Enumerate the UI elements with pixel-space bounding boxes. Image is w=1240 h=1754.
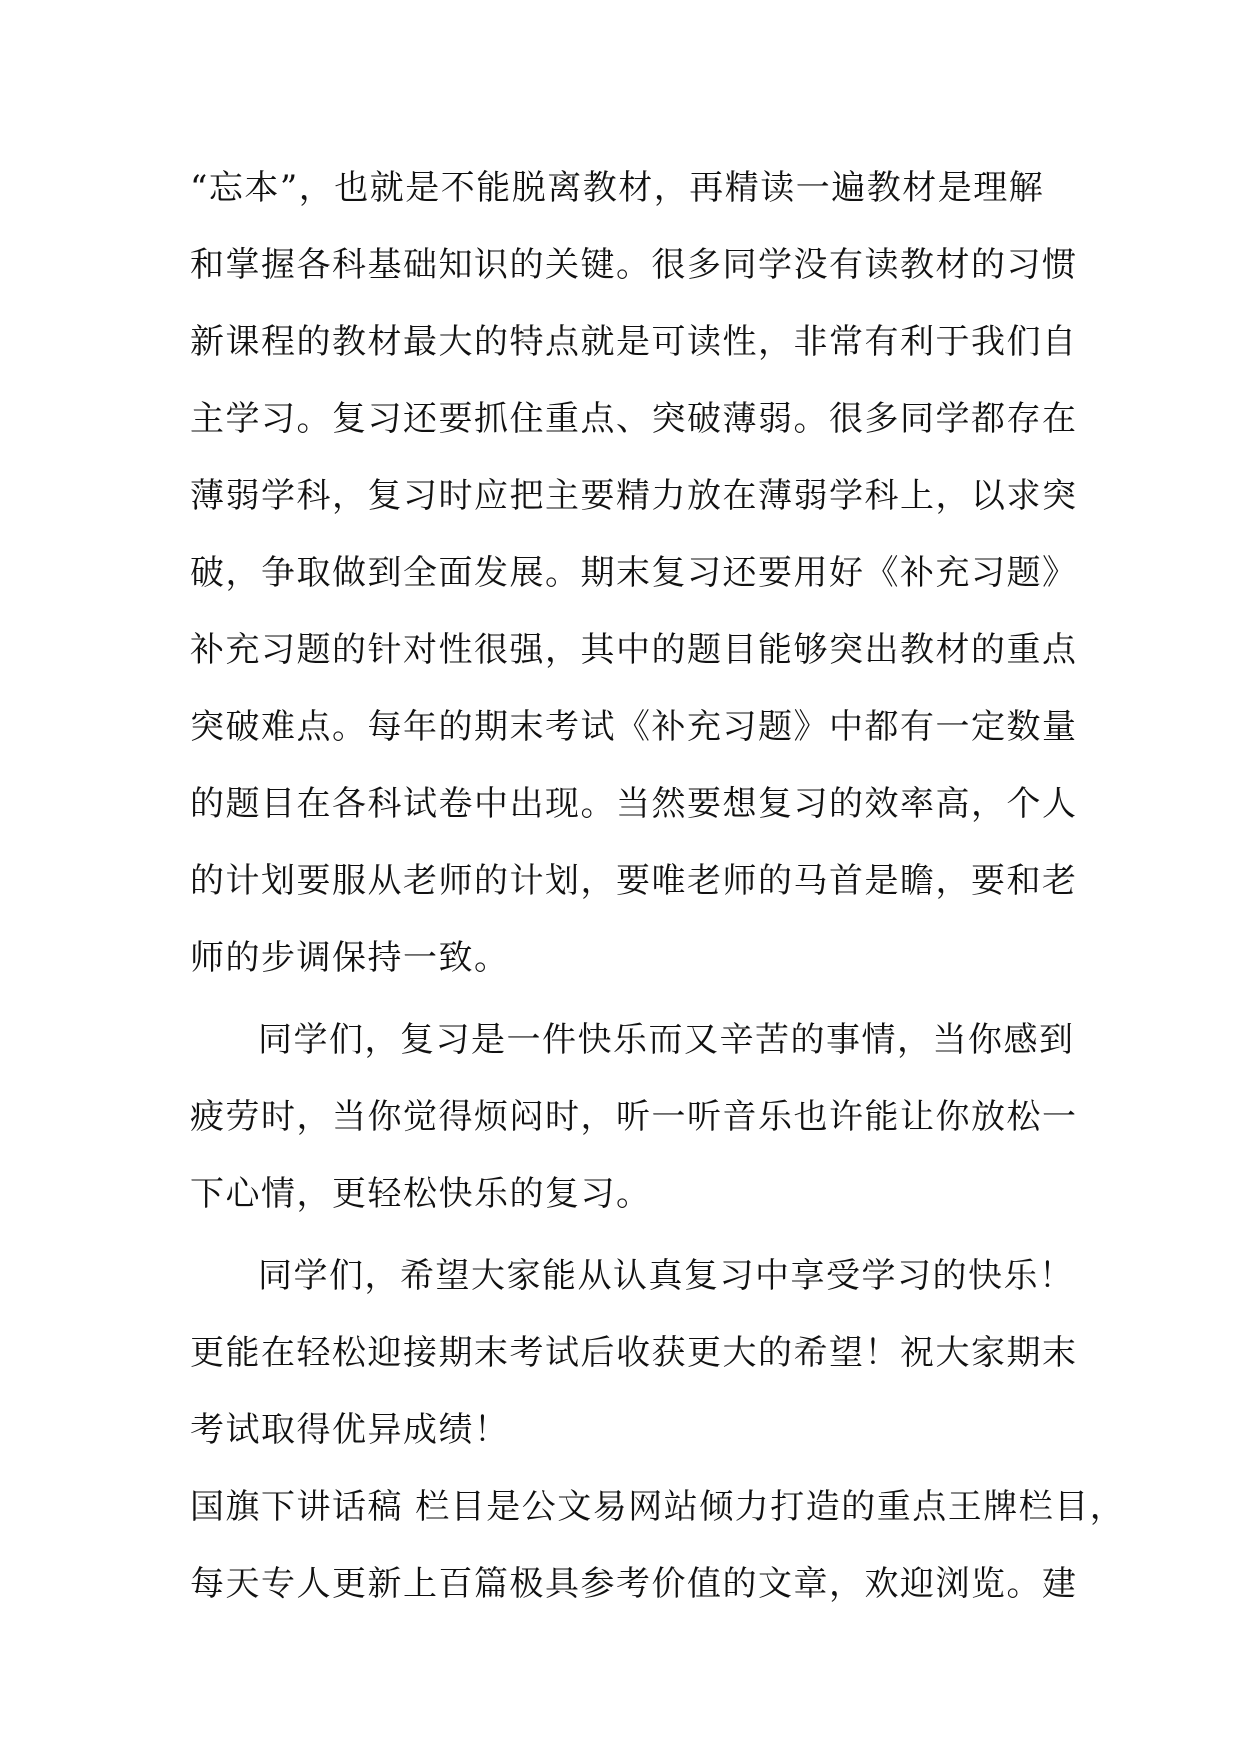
text-line-3: 新课程的教材最大的特点就是可读性，非常有利于我们自 — [190, 322, 1078, 362]
text-line-1: “忘本”，也就是不能脱离教材，再精读一遍教材是理解 — [190, 168, 1045, 208]
promo-line-1: 国旗下讲话稿 栏目是公文易网站倾力打造的重点王牌栏目， — [190, 1487, 1126, 1527]
text-line-7: 补充习题的针对性很强，其中的题目能够突出教材的重点 — [190, 630, 1078, 670]
text-line-8: 突破难点。每年的期末考试《补充习题》中都有一定数量 — [190, 707, 1078, 747]
text-line-2: 和掌握各科基础知识的关键。很多同学没有读教材的习惯 — [190, 245, 1078, 285]
paragraph-3-line-2: 更能在轻松迎接期末考试后收获更大的希望！祝大家期末 — [190, 1333, 1078, 1373]
paragraph-2-line-1: 同学们，复习是一件快乐而又辛苦的事情，当你感到 — [258, 1020, 1075, 1060]
text-line-11: 师的步调保持一致。 — [190, 938, 510, 978]
paragraph-2-line-3: 下心情，更轻松快乐的复习。 — [190, 1174, 652, 1214]
text-line-10: 的计划要服从老师的计划，要唯老师的马首是瞻，要和老 — [190, 861, 1078, 901]
text-line-6: 破，争取做到全面发展。期末复习还要用好《补充习题》 — [190, 553, 1078, 593]
text-line-5: 薄弱学科，复习时应把主要精力放在薄弱学科上，以求突 — [190, 476, 1078, 516]
paragraph-2-line-2: 疲劳时，当你觉得烦闷时，听一听音乐也许能让你放松一 — [190, 1097, 1078, 1137]
text-line-4: 主学习。复习还要抓住重点、突破薄弱。很多同学都存在 — [190, 399, 1078, 439]
promo-line-2: 每天专人更新上百篇极具参考价值的文章，欢迎浏览。建 — [190, 1564, 1078, 1604]
paragraph-3-line-1: 同学们，希望大家能从认真复习中享受学习的快乐！ — [258, 1256, 1075, 1296]
paragraph-3-line-3: 考试取得优异成绩！ — [190, 1410, 510, 1450]
text-line-9: 的题目在各科试卷中出现。当然要想复习的效率高，个人 — [190, 784, 1078, 824]
